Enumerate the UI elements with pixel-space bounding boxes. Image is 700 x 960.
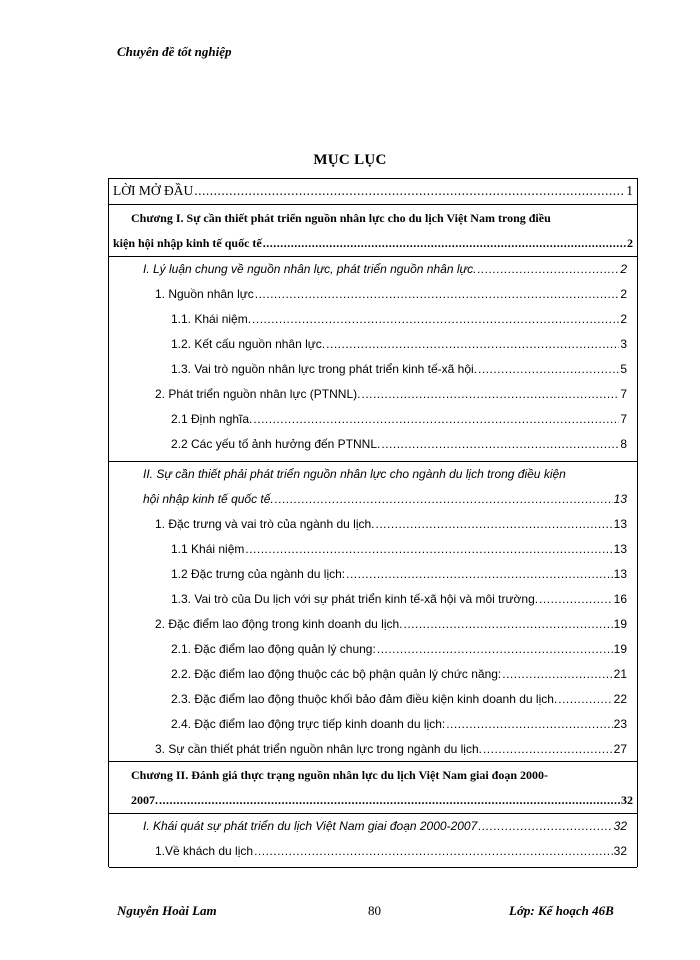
dot-leader bbox=[361, 387, 619, 401]
dot-leader bbox=[245, 542, 612, 556]
dot-leader bbox=[558, 692, 612, 706]
toc-entry-ch1-I-1-1[interactable]: 1.1. Khái niệm. ..... 2 bbox=[171, 312, 627, 326]
document-header: Chuyên đề tốt nghiệp bbox=[117, 44, 232, 59]
toc-entry-label: kiện hội nhập kinh tế quốc tế bbox=[113, 236, 262, 250]
toc-entry-ch1-I-2[interactable]: 2. Phát triển nguồn nhân lực (PTNNL). ..... 7 bbox=[155, 387, 627, 401]
toc-entry-ch1-I-1-3[interactable]: 1.3. Vai trò nguồn nhân lực trong phát triển kinh tế-xã hội. ..... 5 bbox=[171, 362, 627, 376]
footer-page-number: 80 bbox=[368, 903, 381, 918]
footer-author: Nguyễn Hoài Lam bbox=[117, 903, 217, 918]
toc-entry-ch1-II-2-2[interactable]: 2.2. Đặc điểm lao động thuộc các bộ phận quản lý chức năng: ..... 21 bbox=[171, 667, 627, 681]
toc-entry-ch1-II-2-1[interactable]: 2.1. Đặc điểm lao động quản lý chung: ..... 19 bbox=[171, 642, 627, 656]
toc-row-ch2-section-I bbox=[109, 813, 637, 868]
dot-leader bbox=[376, 517, 613, 531]
toc-entry-ch1-II-1-3[interactable]: 1.3. Vai trò của Du lịch với sự phát triển kinh tế-xã hội và môi trường. ..... 16 bbox=[171, 592, 627, 606]
toc-chapter-2-line2[interactable] bbox=[131, 793, 633, 808]
dot-leader bbox=[404, 617, 613, 631]
toc-entry-intro[interactable] bbox=[113, 183, 633, 199]
page-title: MỤC LỤC bbox=[313, 152, 387, 168]
toc-entry-ch1-II-2-3[interactable]: 2.3. Đặc điểm lao động thuộc khối bảo đảm điều kiện kinh doanh du lịch. ..... 22 bbox=[171, 692, 627, 706]
toc-entry-ch2-I-1[interactable]: 1.Về khách du lịch ..... 32 bbox=[155, 844, 627, 858]
dot-leader bbox=[346, 567, 613, 581]
dot-leader bbox=[381, 437, 619, 451]
toc-entry-label: 2007. bbox=[131, 793, 158, 807]
dot-leader bbox=[252, 312, 619, 326]
toc-chapter-1-line1[interactable]: Chương I. Sự cần thiết phát triển nguồn nhân lực cho du lịch Việt Nam trong điều bbox=[131, 211, 551, 225]
toc-entry-ch1-II-2[interactable]: 2. Đặc điểm lao động trong kinh doanh du lịch. ..... 19 bbox=[155, 617, 627, 631]
toc-table bbox=[108, 178, 638, 867]
toc-row-chapter-1 bbox=[109, 204, 637, 257]
toc-row-ch1-section-II bbox=[109, 461, 637, 762]
dot-leader bbox=[254, 844, 613, 858]
toc-entry-ch1-II-1-2[interactable]: 1.2 Đặc trưng của ngành du lịch: ..... 13 bbox=[171, 567, 627, 581]
toc-entry-ch1-II-3[interactable]: 3. Sự cần thiết phát triển nguồn nhân lực trong ngành du lịch. ..... 27 bbox=[155, 742, 627, 756]
toc-entry-ch1-II-1[interactable]: 1. Đặc trưng và vai trò của ngành du lịch. ..... 13 bbox=[155, 517, 627, 531]
dot-leader bbox=[377, 642, 613, 656]
toc-entry-ch1-II-line2[interactable]: hội nhập kinh tế quốc tế. ..... 13 bbox=[143, 492, 627, 506]
toc-entry-page: 2 bbox=[627, 236, 633, 250]
toc-entry-ch1-II-line1[interactable]: II. Sự cần thiết phải phát triển nguồn nhân lực cho ngành du lịch trong điều kiện bbox=[143, 467, 566, 481]
toc-entry-label: LỜI MỞ ĐẦU bbox=[113, 183, 194, 198]
toc-entry-ch1-I[interactable]: I. Lý luận chung về nguồn nhân lực, phát triển nguồn nhân lực. ..... 2 bbox=[143, 262, 627, 276]
dot-leader bbox=[194, 183, 625, 199]
dot-leader bbox=[446, 717, 612, 731]
dot-leader bbox=[539, 592, 613, 606]
toc-entry-ch1-II-1-1[interactable]: 1.1 Khái niệm ..... 13 bbox=[171, 542, 627, 556]
dot-leader bbox=[478, 362, 619, 376]
footer-class: Lớp: Kế hoạch 46B bbox=[509, 903, 614, 918]
toc-entry-ch1-I-1-2[interactable]: 1.2. Kết cấu nguồn nhân lực. ..... 3 bbox=[171, 337, 627, 351]
dot-leader bbox=[255, 287, 620, 301]
toc-entry-ch1-I-2-1[interactable]: 2.1 Định nghĩa. ..... 7 bbox=[171, 412, 627, 426]
dot-leader bbox=[502, 667, 612, 681]
toc-entry-page: 1 bbox=[626, 183, 633, 198]
dot-leader bbox=[478, 819, 612, 833]
toc-chapter-2-line1[interactable]: Chương II. Đánh giá thực trạng nguồn nhân lực du lịch Việt Nam giai đoạn 2000- bbox=[131, 768, 548, 782]
dot-leader bbox=[477, 262, 619, 276]
toc-row-chapter-2 bbox=[109, 761, 637, 814]
dot-leader bbox=[326, 337, 619, 351]
toc-entry-ch1-I-2-2[interactable]: 2.2 Các yếu tố ảnh hưởng đến PTNNL. ..... 8 bbox=[171, 437, 627, 451]
dot-leader bbox=[159, 793, 620, 808]
toc-row-ch1-section-I bbox=[109, 256, 637, 462]
toc-entry-ch1-II-2-4[interactable]: 2.4. Đặc điểm lao động trực tiếp kinh doanh du lịch: ..... 23 bbox=[171, 717, 627, 731]
toc-entry-ch1-I-1[interactable]: 1. Nguồn nhân lực ..... 2 bbox=[155, 287, 627, 301]
toc-entry-page: 32 bbox=[621, 793, 633, 807]
toc-row-intro bbox=[109, 178, 637, 205]
dot-leader bbox=[483, 742, 613, 756]
dot-leader bbox=[253, 412, 619, 426]
toc-chapter-1-line2[interactable] bbox=[113, 236, 633, 251]
toc-entry-ch2-I[interactable]: I. Khái quát sự phát triển du lịch Việt Nam giai đoạn 2000-2007 ..... 32 bbox=[143, 819, 627, 833]
dot-leader bbox=[263, 236, 626, 251]
dot-leader bbox=[275, 492, 613, 506]
